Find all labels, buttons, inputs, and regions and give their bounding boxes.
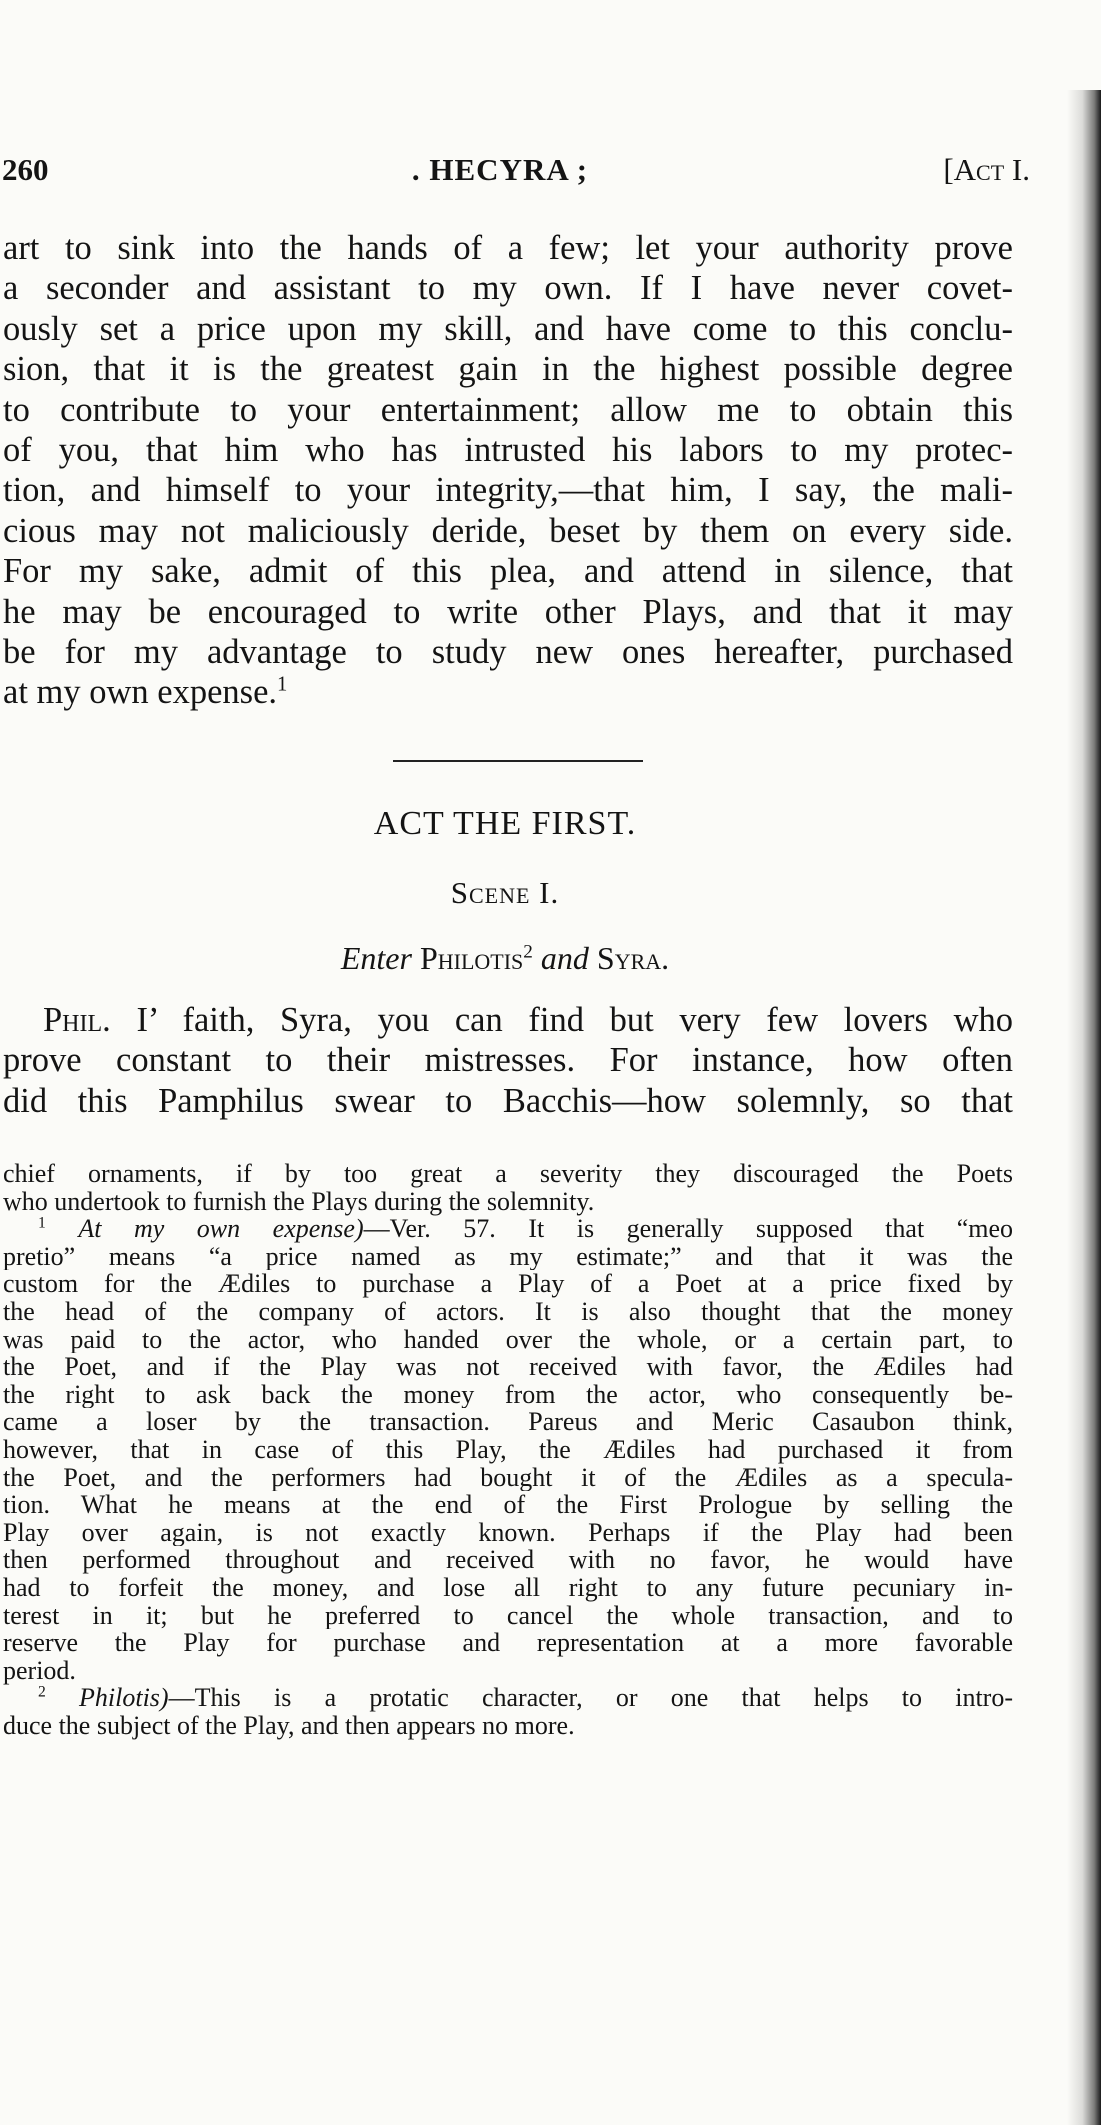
prologue-line: of you, that him who has intrusted his labors to my protec- <box>3 430 1013 469</box>
section-divider <box>393 760 643 762</box>
footnote-1-line: pretio” means “a price named as my estimate;” and that it was the <box>3 1242 1013 1271</box>
stage-enter: Enter <box>340 940 412 976</box>
prologue-line: a seconder and assistant to my own. If I have never covet- <box>3 269 1013 308</box>
prologue-line: sion, that it is the greatest gain in the highest possible degree <box>3 350 1013 389</box>
footnote-ref-2: 2 <box>523 941 533 963</box>
dialogue-line: prove constant to their mistresses. For instance, how often <box>3 1041 1013 1080</box>
character-syra: Syra. <box>596 940 670 976</box>
footnote-1-first-text: —Ver. 57. It is generally supposed that “meo <box>363 1215 1013 1243</box>
dialogue-first-text: I’ faith, Syra, you can find but very few lovers who <box>136 1001 1013 1039</box>
footnote-continuation-last: who undertook to furnish the Plays during the solemnity. <box>3 1186 595 1216</box>
footnote-2-first-text: —This is a protatic character, or one that helps to intro- <box>168 1684 1013 1712</box>
footnote-1-line: the Poet, and the performers had bought it of the Ædiles as a specula- <box>3 1463 1013 1492</box>
footnote-1-line: the head of the company of actors. It is also thought that the money <box>3 1297 1013 1326</box>
prologue-line: cious may not maliciously deride, beset by them on every side. <box>3 511 1013 550</box>
footnote-2-first-line <box>3 1684 1013 1712</box>
stage-and: and <box>540 940 589 976</box>
running-title: . HECYRA ; <box>411 152 589 187</box>
prologue-line: tion, and himself to your integrity,—that him, I say, the mali- <box>3 471 1013 510</box>
page-edge-shadow <box>1067 90 1101 2125</box>
speaker-name: Phil. <box>43 1001 111 1039</box>
act-title: ACT THE FIRST. <box>373 805 637 842</box>
prologue-line: art to sink into the hands of a few; let your authority prove <box>3 229 1013 267</box>
dialogue <box>3 1000 1013 1121</box>
footnotes <box>3 1160 1013 1739</box>
prologue-line: For my sake, admit of this plea, and attend in silence, that <box>3 552 1013 591</box>
stage-direction <box>0 940 1010 977</box>
footnote-ref-1: 1 <box>277 673 288 696</box>
character-philotis: Philotis <box>419 940 524 976</box>
footnote-1-line: the right to ask back the money from the actor, who consequently be- <box>3 1380 1013 1409</box>
footnote-2-marker: 2 <box>38 1684 46 1701</box>
footnote-1-marker: 1 <box>38 1215 46 1232</box>
footnote-2-lemma: Philotis) <box>79 1684 169 1712</box>
prologue-line: ously set a price upon my skill, and have come to this conclu- <box>3 309 1013 348</box>
footnote-1-line: came a loser by the transaction. Pareus and Meric Casaubon think, <box>3 1408 1013 1436</box>
footnote-1-line: terest in it; but he preferred to cancel the whole transaction, and to <box>3 1601 1013 1630</box>
footnote-1-last-line: period. <box>3 1655 76 1685</box>
footnote-1-line: was paid to the actor, who handed over the whole, or a certain part, to <box>3 1325 1013 1354</box>
dialogue-first-line <box>3 1000 1013 1040</box>
footnote-2-last-line: duce the subject of the Play, and then appears no more. <box>3 1710 575 1740</box>
footnote-1-line: had to forfeit the money, and lose all right to any future pecuniary in- <box>3 1573 1013 1602</box>
act-indicator: [Act I. <box>943 152 1030 187</box>
footnote-1-line: Play over again, is not exactly known. Perhaps if the Play had been <box>3 1518 1013 1547</box>
footnote-1-line: then performed throughout and received with no favor, he would have <box>3 1546 1013 1574</box>
prologue-line: be for my advantage to study new ones hereafter, purchased <box>3 632 1013 671</box>
page-number: 260 <box>2 152 49 187</box>
dialogue-line: did this Pamphilus swear to Bacchis—how solemnly, so that <box>3 1081 1013 1120</box>
prologue-text <box>3 228 1013 713</box>
prologue-last-text: at my own expense. <box>3 673 278 712</box>
scene-heading: Scene I. <box>450 875 560 910</box>
footnote-1-lemma: At my own expense) <box>78 1215 364 1243</box>
footnote-1-line: reserve the Play for purchase and representation at a more favorable <box>3 1629 1013 1657</box>
prologue-line: to contribute to your entertainment; allow me to obtain this <box>3 390 1013 429</box>
footnote-1-line: custom for the Ædiles to purchase a Play of a Poet at a price fixed by <box>3 1270 1013 1298</box>
prologue-last-line <box>3 672 1013 712</box>
footnote-1-line: however, that in case of this Play, the Ædiles had purchased it from <box>3 1435 1013 1464</box>
footnote-continuation-line: chief ornaments, if by too great a severity they discouraged the Poets <box>3 1160 1013 1188</box>
footnote-1-line: tion. What he means at the end of the First Prologue by selling the <box>3 1491 1013 1519</box>
footnote-1-line: the Poet, and if the Play was not received with favor, the Ædiles had <box>3 1353 1013 1381</box>
footnote-1-first-line <box>3 1215 1013 1243</box>
prologue-line: he may be encouraged to write other Plays, and that it may <box>3 592 1013 631</box>
running-header <box>0 152 1030 192</box>
